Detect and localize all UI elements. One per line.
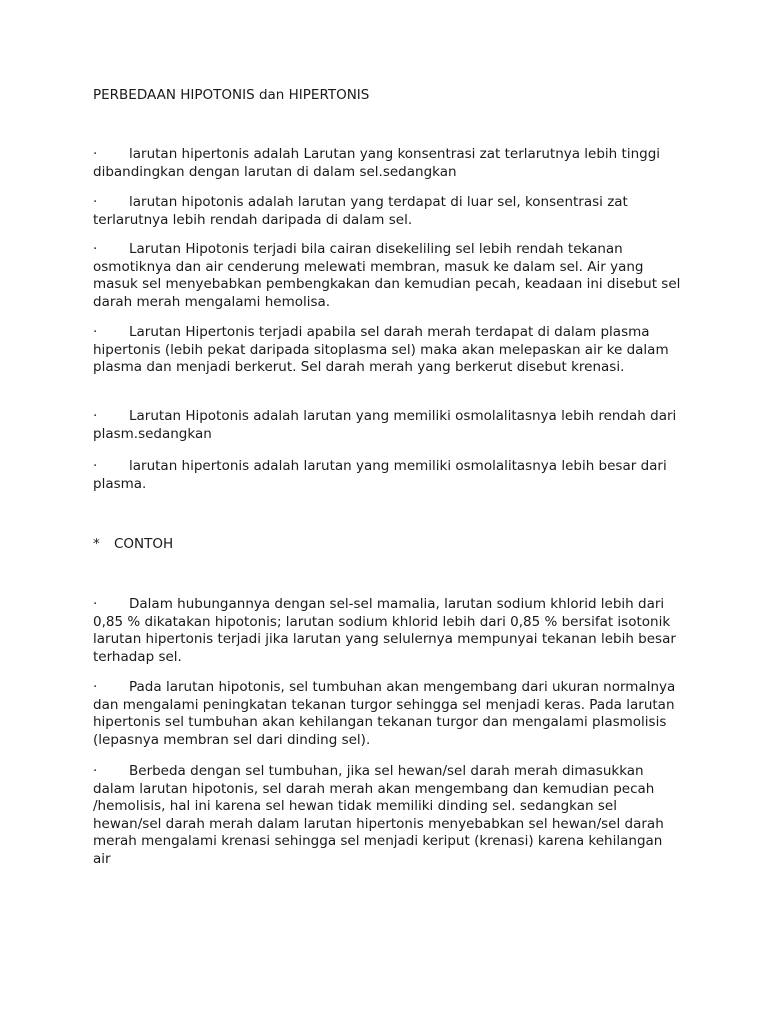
- document-title: PERBEDAAN HIPOTONIS dan HIPERTONIS: [93, 87, 370, 103]
- paragraph: [93, 194, 683, 229]
- bullet-icon: ·: [93, 458, 98, 474]
- bullet-icon: ·: [93, 241, 98, 257]
- paragraph-text: larutan hipertonis adalah larutan yang memiliki osmolalitasnya lebih besar dari plasma.: [93, 458, 667, 492]
- paragraph: [93, 679, 683, 749]
- paragraph-text: Dalam hubungannya dengan sel-sel mamalia, larutan sodium khlorid lebih dari 0,85 % dikatakan hipotonis; larutan sodium khlorid lebih dari 0,85 % bersifat isotonik larutan hipertonis terjadi jika larutan yang selulernya mempunyai tekanan lebih besar terhadap sel.: [93, 596, 676, 665]
- bullet-icon: ·: [93, 194, 98, 210]
- paragraph-text: Larutan Hipotonis terjadi bila cairan disekeliling sel lebih rendah tekanan osmotiknya dan air cenderung melewati membran, masuk ke dalam sel. Air yang masuk sel menyebabkan pembengkakan dan kemudian pecah, keadaan ini disebut sel darah merah mengalami hemolisa.: [93, 241, 681, 310]
- paragraph: [93, 324, 683, 377]
- asterisk-icon: *: [93, 536, 100, 552]
- paragraph: [93, 596, 683, 666]
- paragraph-text: Larutan Hipotonis adalah larutan yang memiliki osmolalitasnya lebih rendah dari plasm.sedangkan: [93, 408, 677, 442]
- paragraph-text: larutan hipotonis adalah larutan yang terdapat di luar sel, konsentrasi zat terlarutnya lebih rendah daripada di dalam sel.: [93, 194, 628, 228]
- bullet-icon: ·: [93, 679, 98, 695]
- bullet-icon: ·: [93, 763, 98, 779]
- contoh-heading: [93, 535, 173, 553]
- bullet-icon: ·: [93, 146, 98, 162]
- bullet-icon: ·: [93, 596, 98, 612]
- paragraph-text: Larutan Hipertonis terjadi apabila sel darah merah terdapat di dalam plasma hipertonis (lebih pekat daripada sitoplasma sel) maka akan melepaskan air ke dalam plasma dan menjadi berkerut. Sel darah merah yang berkerut disebut krenasi.: [93, 324, 669, 376]
- paragraph: [93, 408, 683, 443]
- contoh-heading-text: CONTOH: [114, 536, 174, 552]
- bullet-icon: ·: [93, 324, 98, 340]
- paragraph-text: Berbeda dengan sel tumbuhan, jika sel hewan/sel darah merah dimasukkan dalam larutan hipotonis, sel darah merah akan mengembang dan kemudian pecah /hemolisis, hal ini karena sel hewan tidak memiliki dinding sel. sedangkan sel hewan/sel darah merah dalam larutan hipertonis menyebabkan sel hewan/sel darah merah mengalami krenasi sehingga sel menjadi keriput (krenasi) karena kehilangan air: [93, 763, 664, 867]
- paragraph: [93, 458, 683, 493]
- paragraph-text: Pada larutan hipotonis, sel tumbuhan akan mengembang dari ukuran normalnya dan mengalami peningkatan tekanan turgor sehingga sel menjadi keras. Pada larutan hipertonis sel tumbuhan akan kehilangan tekanan turgor dan mengalami plasmolisis (lepasnya membran sel dari dinding sel).: [93, 679, 676, 748]
- paragraph-text: larutan hipertonis adalah Larutan yang konsentrasi zat terlarutnya lebih tinggi dibandingkan dengan larutan di dalam sel.sedangkan: [93, 146, 661, 180]
- paragraph: [93, 763, 683, 869]
- paragraph: [93, 146, 683, 181]
- paragraph: [93, 241, 683, 311]
- bullet-icon: ·: [93, 408, 98, 424]
